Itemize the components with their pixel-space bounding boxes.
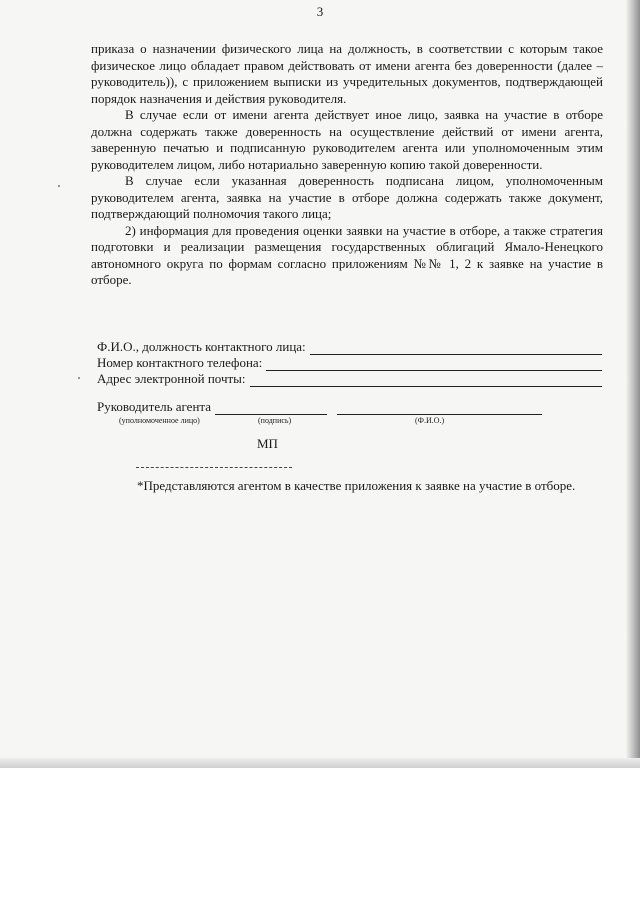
footnote xyxy=(97,478,605,495)
scan-speck xyxy=(58,185,60,187)
contact-fio-row xyxy=(97,339,602,355)
caption-signature: (подпись) xyxy=(258,416,292,425)
scan-bottom-edge xyxy=(0,758,640,768)
signature-fio-line xyxy=(337,403,542,415)
paragraph: приказа о назначении физического лица на должность, в соответствии с которым такое физическое лицо обладает правом действовать от имени агента без доверенности (далее – руководитель)), с приложением выписки из учредительных документов, подтверждающей порядок назначения и действия руководителя. xyxy=(91,41,603,106)
signature-block xyxy=(97,399,557,425)
stamp-place-label: МП xyxy=(257,436,278,451)
signature-label: Руководитель агента xyxy=(97,399,212,414)
document-body xyxy=(91,41,603,289)
scan-shadow-edge xyxy=(626,0,640,768)
paragraph: В случае если от имени агента действует иное лицо, заявка на участие в отборе должна содержать также доверенность на осуществление действий от имени агента, заверенную печатью и подписанную руководителем агента или уполномоченным этим руководителем лицом, либо нотариально заверенную копию такой доверенности. xyxy=(91,107,603,172)
paragraph: 2) информация для проведения оценки заявки на участие в отборе, а также стратегия подготовки и реализации размещения государственных облигаций Ямало-Ненецкого автономного округа по формам согласно приложениям №№ 1, 2 к заявке на участие в отборе. xyxy=(91,222,603,287)
page-number: 3 xyxy=(316,4,324,19)
footnote-divider xyxy=(136,467,292,468)
contact-fio-line xyxy=(310,343,602,355)
caption-authorized-person: (уполномоченное лицо) xyxy=(119,416,200,425)
paragraph: В случае если указанная доверенность подписана лицом, уполномоченным руководителем агента, заявка на участие в отборе должна содержать также документ, подтверждающий полномочия такого лица; xyxy=(91,173,603,221)
contact-email-line xyxy=(250,375,602,387)
contact-fio-label: Ф.И.О., должность контактного лица: xyxy=(97,339,306,354)
scan-speck xyxy=(78,377,80,379)
contact-phone-label: Номер контактного телефона: xyxy=(97,355,263,370)
signature-row xyxy=(97,399,557,415)
signature-line xyxy=(215,403,327,415)
contact-email-label: Адрес электронной почты: xyxy=(97,371,246,386)
contact-phone-line xyxy=(266,359,602,371)
contact-email-row xyxy=(97,371,602,387)
footnote-text: *Представляются агентом в качестве приложения к заявке на участие в отборе. xyxy=(137,478,576,493)
contact-form xyxy=(97,339,602,387)
contact-phone-row xyxy=(97,355,602,371)
caption-fio: (Ф.И.О.) xyxy=(415,416,445,425)
